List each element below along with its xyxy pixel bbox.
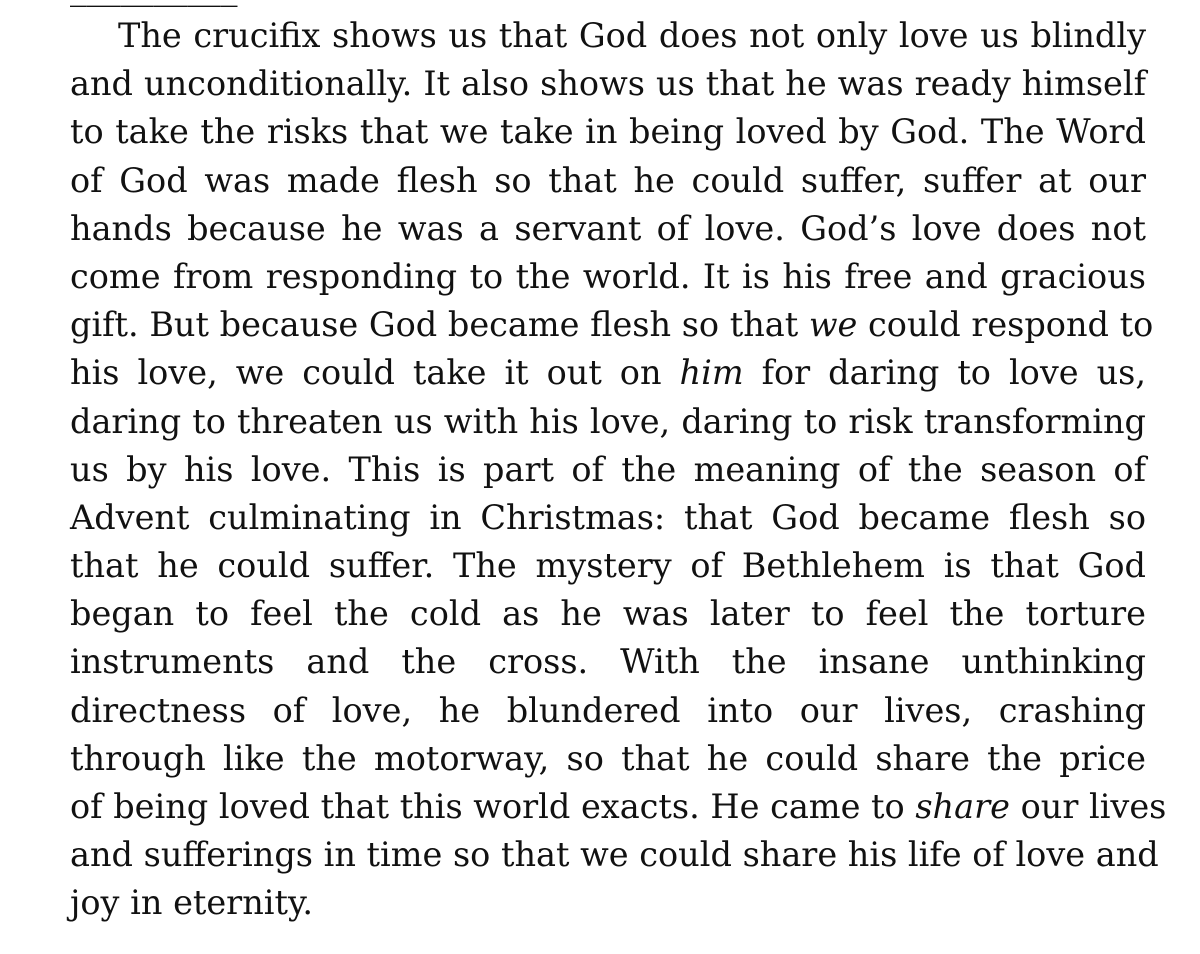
text-line <box>70 879 1146 927</box>
text-run: gift. But because God became flesh so that <box>70 305 809 345</box>
text-line <box>70 831 1159 879</box>
body-paragraph <box>70 12 1167 928</box>
text-run: Advent culminating in Christmas: that God became flesh so <box>70 497 1146 537</box>
text-line <box>70 494 1146 542</box>
text-line <box>70 783 1167 831</box>
italic-emphasis: share <box>915 787 1010 826</box>
text-run: of God was made flesh so that he could suffer, suffer at our <box>70 160 1146 200</box>
text-run: and unconditionally. It also shows us that he was ready himself <box>70 64 1146 104</box>
text-run: joy in eternity. <box>70 883 314 923</box>
text-line <box>70 638 1146 686</box>
text-line <box>70 253 1146 301</box>
text-run: for daring to love us, <box>743 353 1146 393</box>
text-line <box>70 590 1146 638</box>
text-line <box>70 398 1146 446</box>
text-run: through like the motorway, so that he could share the price <box>70 738 1146 778</box>
text-run: come from responding to the world. It is his free and gracious <box>70 256 1146 296</box>
text-line <box>70 687 1146 735</box>
text-line <box>70 349 1146 397</box>
text-line <box>70 542 1146 590</box>
text-line <box>70 12 1146 60</box>
text-line <box>70 446 1146 494</box>
text-line <box>70 60 1146 108</box>
text-run: and sufferings in time so that we could share his life of love and <box>70 835 1159 875</box>
cut-off-top-line <box>70 0 238 8</box>
text-run: to take the risks that we take in being loved by God. The Word <box>70 112 1146 152</box>
text-run: our lives <box>1009 787 1167 826</box>
text-run: began to feel the cold as he was later to feel the torture <box>70 594 1146 634</box>
text-run: The crucifix shows us that God does not only love us blindly <box>118 16 1146 55</box>
text-line <box>70 301 1154 349</box>
text-run: could respond to <box>857 305 1154 345</box>
text-line <box>70 157 1146 205</box>
italic-emphasis: him <box>679 353 744 393</box>
text-run: that he could suffer. The mystery of Bethlehem is that God <box>70 546 1146 586</box>
text-line <box>70 735 1146 783</box>
text-line <box>70 108 1146 156</box>
text-run: of being loved that this world exacts. He came to <box>70 787 916 826</box>
text-run: instruments and the cross. With the insane unthinking <box>70 642 1146 682</box>
text-run: us by his love. This is part of the meaning of the season of <box>70 449 1146 489</box>
text-line <box>70 205 1146 253</box>
text-run: daring to threaten us with his love, daring to risk transforming <box>70 401 1146 441</box>
text-run: directness of love, he blundered into our lives, crashing <box>70 690 1146 730</box>
text-run: hands because he was a servant of love. God’s love does not <box>70 208 1146 248</box>
italic-emphasis: we <box>808 305 858 345</box>
text-run: his love, we could take it out on <box>70 353 680 393</box>
